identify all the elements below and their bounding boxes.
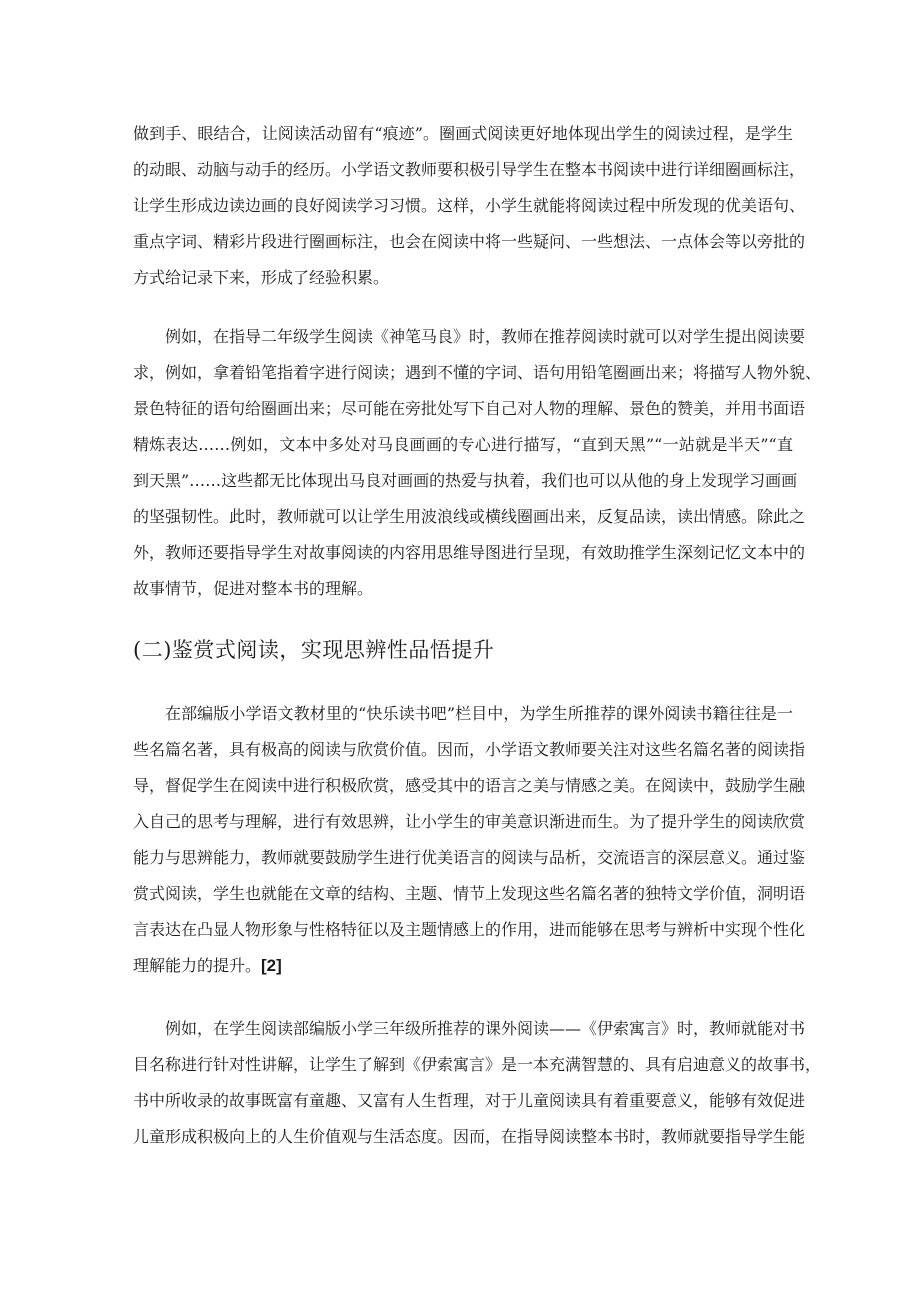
paragraph-1 — [133, 116, 806, 296]
text-line: 言表达在凸显人物形象与性格特征以及主题情感上的作用，进而能够在思考与辨析中实现个性化 — [133, 920, 806, 939]
text-line: 儿童形成积极向上的人生价值观与生活态度。因而，在指导阅读整本书时，教师就要指导学生能 — [133, 1127, 806, 1146]
paragraph-2 — [133, 319, 822, 607]
text-line: 精炼表达……例如，文本中多处对马良画画的专心进行描写，“直到天黑”“一站就是半天”“直 — [133, 435, 793, 454]
text-line: 故事情节，促进对整本书的理解。 — [133, 579, 374, 598]
text-line-content: 理解能力的提升。 — [133, 956, 262, 975]
text-line: 例如，在学生阅读部编版小学三年级所推荐的课外阅读——《伊索寓言》时，教师就能对书 — [165, 1019, 806, 1038]
paragraph-3 — [133, 696, 806, 984]
text-line: 目名称进行针对性讲解，让学生了解到《伊索寓言》是一本充满智慧的、具有启迪意义的故事书， — [133, 1055, 822, 1074]
text-line: 方式给记录下来，形成了经验积累。 — [133, 268, 390, 287]
text-line: 重点字词、精彩片段进行圈画标注，也会在阅读中将一些疑问、一些想法、一点体会等以旁批的 — [133, 232, 806, 251]
text-line: 做到手、眼结合，让阅读活动留有“痕迹”。圈画式阅读更好地体现出学生的阅读过程，是学生 — [133, 124, 793, 143]
text-line: 入自己的思考与理解，进行有效思辨，让小学生的审美意识渐进而生。为了提升学生的阅读欣赏 — [133, 812, 806, 831]
text-line: 景色特征的语句给圈画出来；尽可能在旁批处写下自己对人物的理解、景色的赞美，并用书面语 — [133, 399, 806, 418]
text-line: 在部编版小学语文教材里的“快乐读书吧”栏目中，为学生所推荐的课外阅读书籍往往是一 — [165, 704, 793, 723]
text-line: 导，督促学生在阅读中进行积极欣赏，感受其中的语言之美与情感之美。在阅读中，鼓励学生融 — [133, 776, 806, 795]
section-heading: (二)鉴赏式阅读，实现思辨性品悟提升 — [133, 638, 495, 662]
text-line: 的动眼、动脑与动手的经历。小学语文教师要积极引导学生在整本书阅读中进行详细圈画标注， — [133, 160, 806, 179]
text-line: 些名篇名著，具有极高的阅读与欣赏价值。因而，小学语文教师要关注对这些名篇名著的阅读指 — [133, 740, 806, 759]
text-line: 例如，在指导二年级学生阅读《神笔马良》时，教师在推荐阅读时就可以对学生提出阅读要 — [165, 327, 806, 346]
text-line: 求，例如，拿着铅笔指着字进行阅读；遇到不懂的字词、语句用铅笔圈画出来；将描写人物外貌、 — [133, 363, 822, 382]
text-line: 能力与思辨能力，教师就要鼓励学生进行优美语言的阅读与品析，交流语言的深层意义。通过鉴 — [133, 848, 806, 867]
text-line: 赏式阅读，学生也就能在文章的结构、主题、情节上发现这些名篇名著的独特文学价值，洞明语 — [133, 884, 806, 903]
text-line: 书中所收录的故事既富有童趣、又富有人生哲理，对于儿童阅读具有着重要意义，能够有效促进 — [133, 1091, 806, 1110]
text-line: 的坚强韧性。此时，教师就可以让学生用波浪线或横线圈画出来，反复品读，读出情感。除此之 — [133, 507, 806, 526]
text-line: 到天黑”……这些都无比体现出马良对画画的热爱与执着，我们也可以从他的身上发现学习画画 — [133, 471, 798, 490]
citation-reference[interactable]: [2] — [261, 956, 282, 975]
text-line: 让学生形成边读边画的良好阅读学习习惯。这样，小学生就能将阅读过程中所发现的优美语句、 — [133, 196, 806, 215]
text-line — [133, 948, 793, 984]
paragraph-4 — [133, 1011, 822, 1155]
text-line: 外，教师还要指导学生对故事阅读的内容用思维导图进行呈现，有效助推学生深刻记忆文本中的 — [133, 543, 806, 562]
